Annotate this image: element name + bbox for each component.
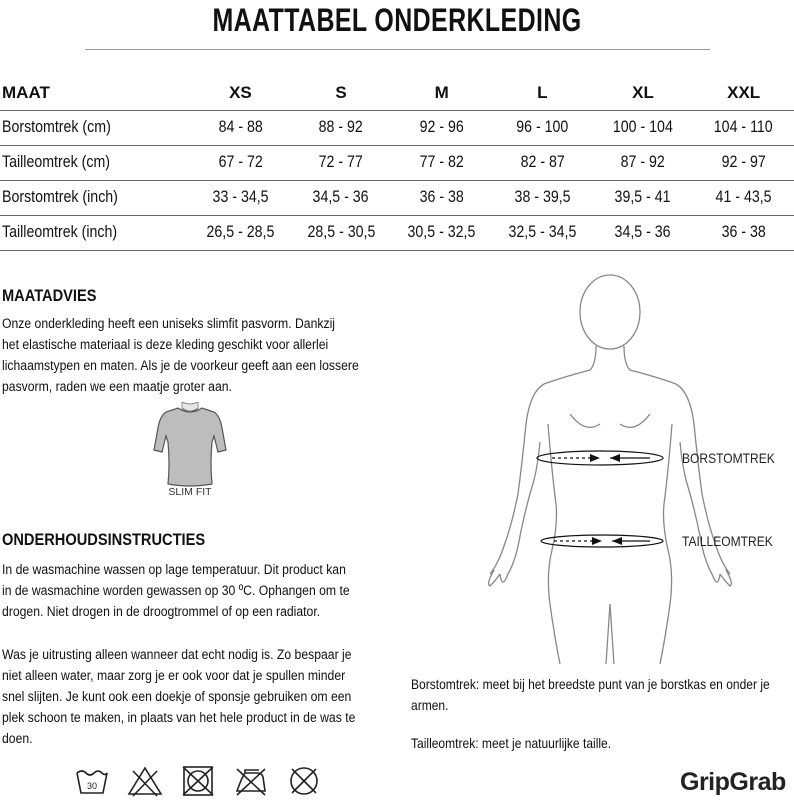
chest-label: BORSTOMTREK <box>682 450 775 466</box>
row-label: Borstomtrek (inch) <box>0 180 190 215</box>
header-size-s: S <box>291 76 392 110</box>
table-cell: 87 - 92 <box>593 145 694 180</box>
row-label: Tailleomtrek (cm) <box>0 145 190 180</box>
waist-explanation: Tailleomtrek: meet je natuurlijke taille. <box>411 735 612 751</box>
title-divider <box>85 49 710 50</box>
header-size-xxl: XXL <box>693 76 794 110</box>
no-tumble-dry-icon <box>180 765 216 797</box>
care-text-2: Was je uitrusting alleen wanneer dat echt nodig is. Zo bespaar je niet alleen water, maar zorg je er ook voor dat je spullen minder snel slijten. Je kunt ook een doekje of sponsje gebruiken om een plek schoon te maken, in plaats van het hele product in de was te doen. <box>2 647 356 747</box>
brand-logo: GripGrab <box>680 768 786 796</box>
header-size: MAAT <box>0 76 190 110</box>
header-size-m: M <box>391 76 492 110</box>
table-cell: 88 - 92 <box>291 110 392 145</box>
no-iron-icon <box>233 765 269 797</box>
table-cell: 100 - 104 <box>593 110 694 145</box>
table-cell: 67 - 72 <box>190 145 291 180</box>
care-text-1: In de wasmachine wassen op lage temperatuur. Dit product kan in de wasmachine worden gewassen op 30 ºC. Ophangen om te drogen. Niet drogen in de droogtrommel of op een radiator. <box>2 562 350 620</box>
table-row <box>0 215 794 250</box>
header-size-xl: XL <box>593 76 694 110</box>
size-table <box>0 76 794 251</box>
chest-explanation: Borstomtrek: meet bij het breedste punt van je borstkas en onder je armen. <box>411 676 770 713</box>
table-cell: 36 - 38 <box>693 215 794 250</box>
table-cell: 38 - 39,5 <box>492 180 593 215</box>
table-cell: 41 - 43,5 <box>693 180 794 215</box>
table-cell: 34,5 - 36 <box>593 215 694 250</box>
table-cell: 26,5 - 28,5 <box>190 215 291 250</box>
table-cell: 82 - 87 <box>492 145 593 180</box>
slim-fit-label: SLIM FIT <box>168 486 212 498</box>
table-row <box>0 110 794 145</box>
waist-label: TAILLEOMTREK <box>682 533 773 549</box>
slim-fit-shirt-icon <box>150 402 230 488</box>
table-cell: 36 - 38 <box>391 180 492 215</box>
table-header-row <box>0 76 794 110</box>
table-cell: 28,5 - 30,5 <box>291 215 392 250</box>
wash-temp: 30 <box>86 781 98 791</box>
table-cell: 34,5 - 36 <box>291 180 392 215</box>
table-row <box>0 145 794 180</box>
table-cell: 96 - 100 <box>492 110 593 145</box>
table-cell: 92 - 97 <box>693 145 794 180</box>
no-dry-clean-icon <box>286 765 322 797</box>
table-cell: 104 - 110 <box>693 110 794 145</box>
care-icons <box>74 764 322 798</box>
table-cell: 30,5 - 32,5 <box>391 215 492 250</box>
table-row <box>0 180 794 215</box>
table-cell: 77 - 82 <box>391 145 492 180</box>
row-label: Borstomtrek (cm) <box>0 110 190 145</box>
table-cell: 33 - 34,5 <box>190 180 291 215</box>
body-outline-figure <box>460 274 760 664</box>
wash-30-icon <box>74 765 110 797</box>
care-heading: ONDERHOUDSINSTRUCTIES <box>2 530 206 549</box>
advice-text: Onze onderkleding heeft een uniseks slimfit pasvorm. Dankzij het elastische materiaal is deze kleding geschikt voor allerlei lichaamstypen en maten. Als je de voorkeur geeft aan een lossere pasvorm, raden we een maatje groter aan. <box>2 316 359 395</box>
header-size-xs: XS <box>190 76 291 110</box>
header-size-l: L <box>492 76 593 110</box>
table-cell: 72 - 77 <box>291 145 392 180</box>
table-cell: 92 - 96 <box>391 110 492 145</box>
advice-heading: MAATADVIES <box>2 286 97 305</box>
row-label: Tailleomtrek (inch) <box>0 215 190 250</box>
table-cell: 32,5 - 34,5 <box>492 215 593 250</box>
table-cell: 39,5 - 41 <box>593 180 694 215</box>
no-bleach-icon <box>127 765 163 797</box>
table-cell: 84 - 88 <box>190 110 291 145</box>
page-title: MAATTABEL ONDERKLEDING <box>212 2 582 38</box>
